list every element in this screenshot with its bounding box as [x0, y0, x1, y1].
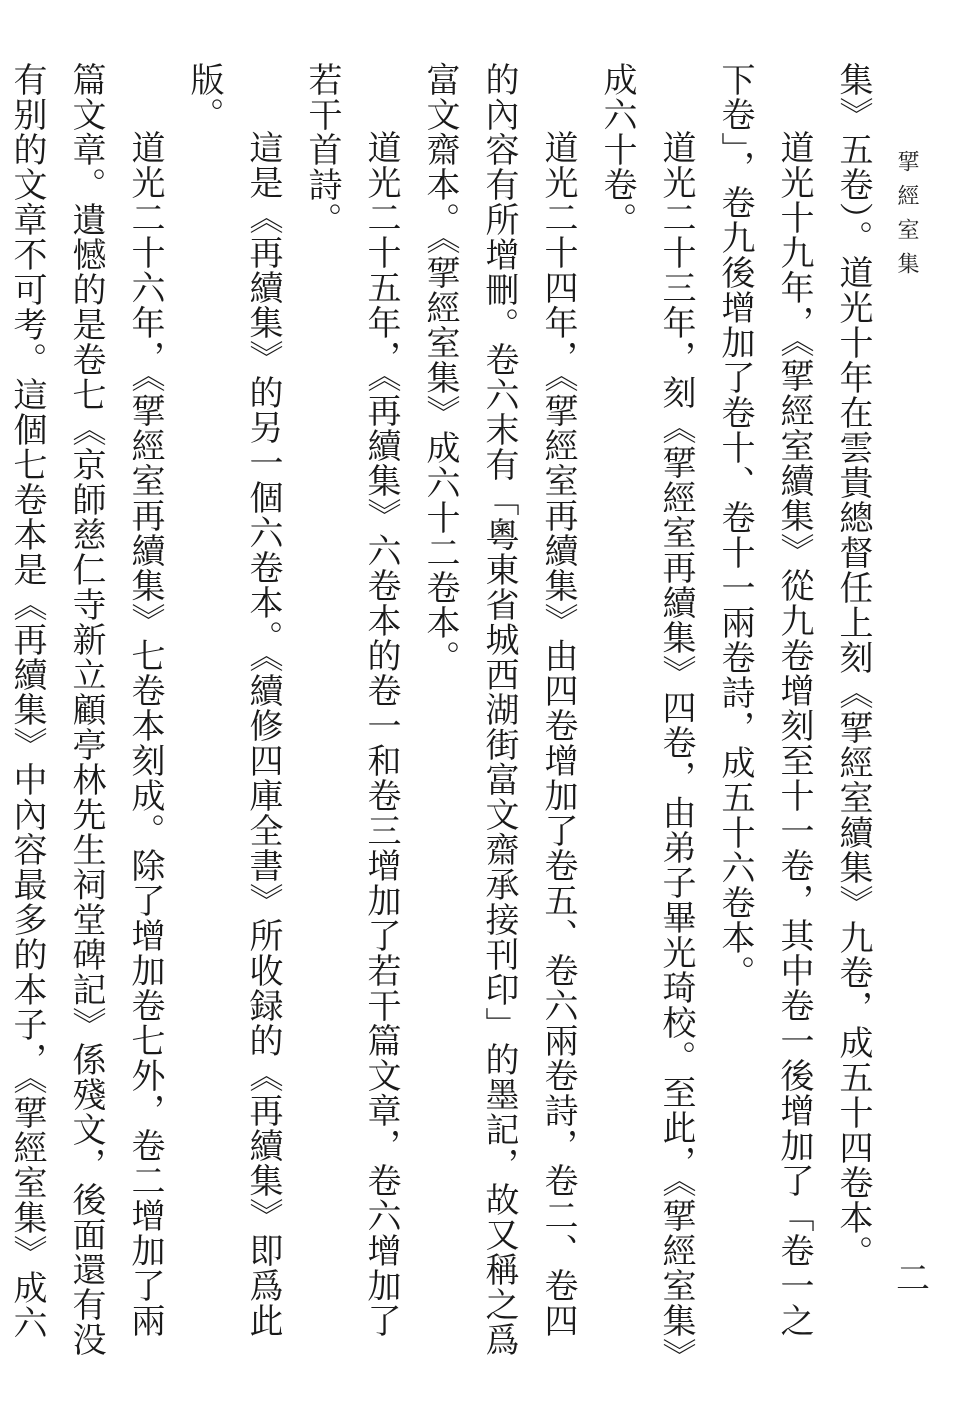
- paragraph-4: 道光二十四年，《揅經室再續集》由四卷增加了卷五、卷六兩卷詩，卷二、卷四的內容有所增刪。卷六末有「粵東省城西湖街富文齋承接刊印」的墨記，故又稱之爲富文齋本。《揅經室集》成六十二卷本。: [420, 62, 578, 1357]
- paragraph-5: 道光二十五年，《再續集》六卷本的卷一和卷三增加了若干篇文章，卷六增加了若干首詩。: [302, 62, 401, 1338]
- paragraph-1: 集》五卷）。道光十年在雲貴總督任上刻《揅經室續集》九卷，成五十四卷本。: [833, 62, 873, 1270]
- vertical-body-text: [7, 62, 882, 1362]
- paragraph-6: 這是《再續集》的另一個六卷本。《續修四庫全書》所收録的《再續集》即爲此版。: [184, 62, 283, 1338]
- paragraph-2: 道光十九年，《揅經室續集》從九卷增刻至十一卷，其中卷一後增加了「卷一之下卷」，卷九後增加了卷十、卷十一兩卷詩，成五十六卷本。: [715, 62, 814, 1338]
- running-title: 揅經室集: [894, 150, 919, 286]
- paragraph-7: 道光二十六年，《揅經室再續集》七卷本刻成。除了增加卷七外，卷二增加了兩篇文章。遺憾的是卷七《京師慈仁寺新立顧亭林先生祠堂碑記》係殘文，後面還有没有别的文章不可考。這個七卷本是《再續集》中內容最多的本子，《揅經室集》成六: [7, 62, 165, 1357]
- page-number: 二: [896, 1259, 930, 1299]
- paragraph-3: 道光二十三年，刻《揅經室再續集》四卷，由弟子畢光琦校。至此，《揅經室集》成六十卷。: [597, 62, 696, 1356]
